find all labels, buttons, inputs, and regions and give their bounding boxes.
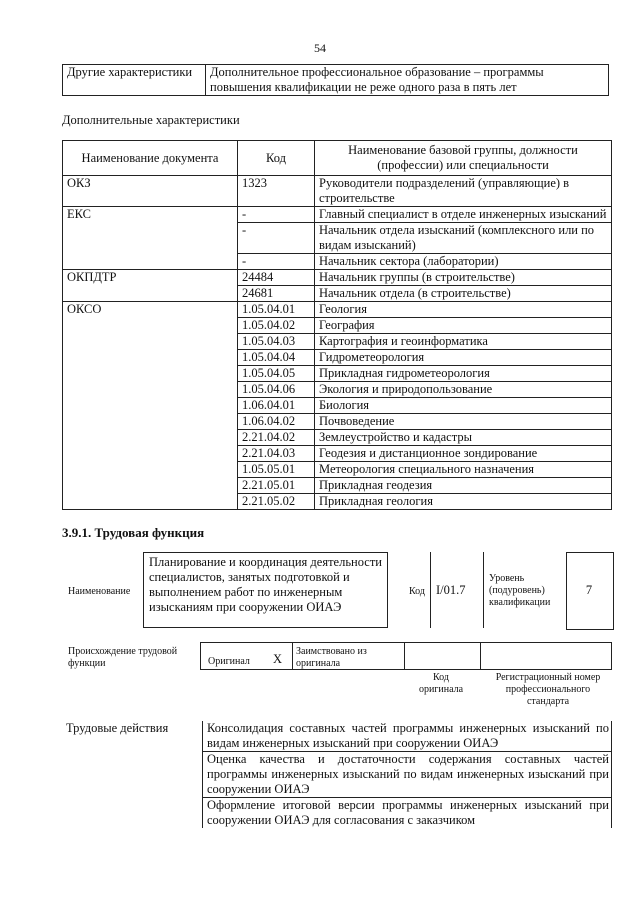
group-name-cell: Экология и природопользование bbox=[315, 382, 612, 398]
table-body bbox=[63, 176, 612, 510]
additional-characteristics-table bbox=[62, 140, 612, 510]
labor-action-item: Консолидация составных частей программы инженерных изысканий по видам инженерных изысканий при сооружении ОИАЭ bbox=[203, 721, 612, 752]
qualification-level-value: 7 bbox=[585, 583, 593, 597]
page-number: 54 bbox=[314, 41, 326, 55]
code-cell: 24681 bbox=[238, 286, 315, 302]
original-label: Оригинал bbox=[208, 656, 250, 667]
code-cell: 1.05.04.03 bbox=[238, 334, 315, 350]
group-name-cell: Главный специалист в отделе инженерных изысканий bbox=[315, 207, 612, 223]
table-row bbox=[63, 65, 609, 96]
qualification-level-label bbox=[489, 573, 561, 609]
original-code-caption: Код оригинала bbox=[418, 672, 464, 695]
group-name-cell: Биология bbox=[315, 398, 612, 414]
origin-divider bbox=[200, 642, 201, 669]
qualification-level-label-text: Уровень (подуровень) квалификации bbox=[489, 573, 551, 608]
origin-divider bbox=[611, 642, 612, 669]
group-name-cell: Прикладная гидрометеорология bbox=[315, 366, 612, 382]
code-cell: 24484 bbox=[238, 270, 315, 286]
group-name-cell: Начальник группы (в строительстве) bbox=[315, 270, 612, 286]
origin-bottom-line bbox=[200, 669, 612, 670]
group-name-cell: Геология bbox=[315, 302, 612, 318]
name-label: Наименование bbox=[68, 586, 131, 597]
group-name-cell: Начальник отдела изысканий (комплексного или по видам изысканий) bbox=[315, 223, 612, 254]
code-value: I/01.7 bbox=[436, 583, 466, 597]
group-name-cell: Геодезия и дистанционное зондирование bbox=[315, 446, 612, 462]
group-name-cell: Землеустройство и кадастры bbox=[315, 430, 612, 446]
table-row bbox=[63, 302, 612, 318]
code-label: Код bbox=[409, 586, 425, 597]
labor-function-name: Планирование и координация деятельности специалистов, занятых подготовкой и выполнением работ по инженерным изысканиям при сооружении ОИАЭ bbox=[143, 552, 388, 628]
borrowed-label: Заимствовано из оригинала bbox=[296, 646, 367, 669]
origin-top-line bbox=[200, 642, 612, 643]
labor-action-item: Оценка качества и достаточности содержания составных частей программы инженерных изысканий по видам инженерных изысканий при сооружении ОИАЭ bbox=[203, 752, 612, 798]
table-row bbox=[62, 721, 612, 752]
code-cell: - bbox=[238, 207, 315, 223]
code-cell: 1323 bbox=[238, 176, 315, 207]
original-mark: X bbox=[273, 652, 283, 666]
table-row bbox=[63, 270, 612, 286]
code-cell: 1.05.04.01 bbox=[238, 302, 315, 318]
code-cell: - bbox=[238, 223, 315, 254]
document-name-cell: ЕКС bbox=[63, 207, 238, 270]
labor-function-heading: 3.9.1. Трудовая функция bbox=[62, 525, 205, 540]
group-name-cell: Прикладная геодезия bbox=[315, 478, 612, 494]
group-name-cell: Гидрометеорология bbox=[315, 350, 612, 366]
code-cell: 1.05.04.02 bbox=[238, 318, 315, 334]
group-name-cell: Руководители подразделений (управляющие) в строительстве bbox=[315, 176, 612, 207]
code-cell: 2.21.05.02 bbox=[238, 494, 315, 510]
document-name-cell: ОКЗ bbox=[63, 176, 238, 207]
group-name-cell: Картография и геоинформатика bbox=[315, 334, 612, 350]
group-name-cell: Метеорология специального назначения bbox=[315, 462, 612, 478]
table-row bbox=[63, 207, 612, 223]
table-row bbox=[63, 176, 612, 207]
code-cell: - bbox=[238, 254, 315, 270]
column-header-code: Код bbox=[238, 141, 315, 176]
origin-label: Происхождение трудовой функции bbox=[68, 646, 178, 669]
other-characteristics-value: Дополнительное профессиональное образование – программы повышения квалификации не реже одного раза в пять лет bbox=[206, 65, 609, 96]
labor-action-item: Оформление итоговой версии программы инженерных изысканий при сооружении ОИАЭ для согласования с заказчиком bbox=[203, 798, 612, 829]
group-name-cell: Почвоведение bbox=[315, 414, 612, 430]
origin-divider bbox=[480, 642, 481, 669]
origin-divider bbox=[292, 642, 293, 669]
document-name-cell: ОКПДТР bbox=[63, 270, 238, 302]
other-characteristics-table bbox=[62, 64, 609, 96]
document-name-cell: ОКСО bbox=[63, 302, 238, 510]
column-header-group-name: Наименование базовой группы, должности (профессии) или специальности bbox=[315, 141, 612, 176]
code-cell: 1.05.04.04 bbox=[238, 350, 315, 366]
code-cell: 2.21.04.03 bbox=[238, 446, 315, 462]
code-cell: 1.06.04.01 bbox=[238, 398, 315, 414]
table-header-row bbox=[63, 141, 612, 176]
code-cell: 2.21.04.02 bbox=[238, 430, 315, 446]
labor-actions-label: Трудовые действия bbox=[62, 721, 203, 828]
group-name-cell: Начальник отдела (в строительстве) bbox=[315, 286, 612, 302]
group-name-cell: География bbox=[315, 318, 612, 334]
labor-actions-table bbox=[62, 721, 612, 828]
code-cell: 2.21.05.01 bbox=[238, 478, 315, 494]
column-header-document: Наименование документа bbox=[63, 141, 238, 176]
registration-number-caption: Регистрационный номер профессионального стандарта bbox=[495, 672, 601, 707]
code-cell: 1.05.04.06 bbox=[238, 382, 315, 398]
additional-characteristics-heading: Дополнительные характеристики bbox=[62, 113, 240, 127]
group-name-cell: Начальник сектора (лаборатории) bbox=[315, 254, 612, 270]
other-characteristics-label: Другие характеристики bbox=[63, 65, 206, 96]
origin-divider bbox=[404, 642, 405, 669]
code-cell: 1.05.05.01 bbox=[238, 462, 315, 478]
code-cell: 1.05.04.05 bbox=[238, 366, 315, 382]
code-cell: 1.06.04.02 bbox=[238, 414, 315, 430]
group-name-cell: Прикладная геология bbox=[315, 494, 612, 510]
